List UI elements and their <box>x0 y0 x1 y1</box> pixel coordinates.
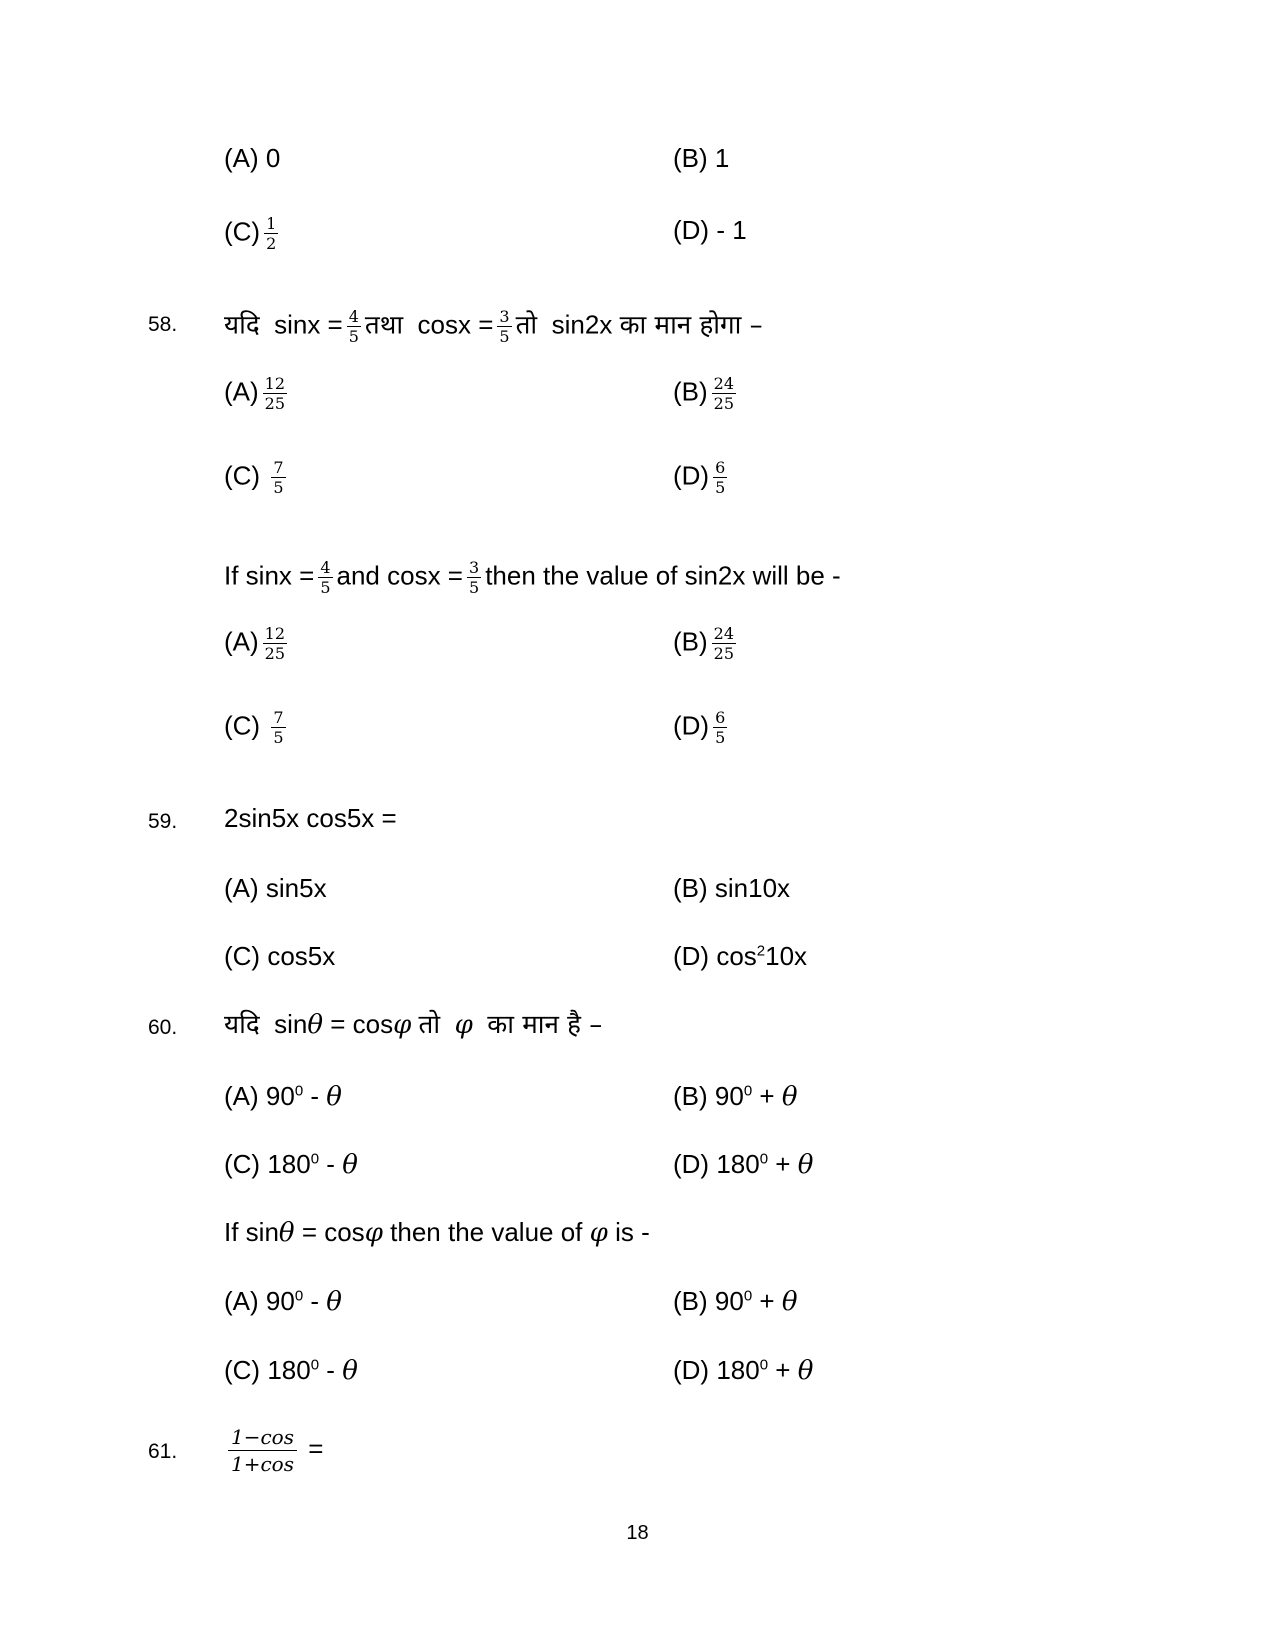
question-number-61: 61. <box>148 1440 178 1463</box>
q60-question-english: If sinθ = cosφ then the value of φ is - <box>224 1217 650 1248</box>
q58-hi-option-a: (A) $\frac{12}{25}$ <box>224 374 286 413</box>
q60-hi-option-a: (A) $90^0$ - θ <box>224 1081 342 1112</box>
q59-option-a: (A) sin5x <box>224 873 327 903</box>
q58-en-option-a: (A) $\frac{12}{25}$ <box>224 624 286 663</box>
q59-option-c: (C) cos5x <box>224 941 336 971</box>
q59-question: 2sin5x cos5x = <box>224 803 397 833</box>
q61-fraction: $\frac{1-\cos}{1+\cos}$ <box>228 1424 297 1477</box>
page-number: 18 <box>626 1522 649 1544</box>
q57-option-c: (C) $\frac{1}{2}$ <box>224 214 277 253</box>
q60-hi-option-b: (B) $90^0 + \theta$ <box>673 1081 798 1112</box>
q60-en-option-c: (C) $180^0$ - θ <box>224 1355 358 1386</box>
q57-option-a: (A) 0 <box>224 143 281 173</box>
q57-option-d: (D) - 1 <box>673 215 747 245</box>
q58-hi-option-d: (D) $\frac{6}{5}$ <box>673 458 726 497</box>
q60-hi-option-c: (C) $180^0$ - θ <box>224 1149 358 1180</box>
q59-option-b: (B) sin10x <box>673 873 791 903</box>
q60-hi-option-d: (D) $180^0 + \theta$ <box>673 1149 814 1180</box>
q59-option-d: (D) $\cos^210x$ <box>673 941 808 971</box>
q60-en-option-a: (A) $90^0$ - θ <box>224 1286 342 1317</box>
q58-question-english: If sinx = $\frac{4}{5}$ and cosx = $\frac{3}{5}$ then the value of sin2x will be - <box>224 558 841 597</box>
q57-option-b: (B) 1 <box>673 143 730 173</box>
q58-en-option-b: (B) $\frac{24}{25}$ <box>673 624 735 663</box>
q60-en-option-b: (B) $90^0 + \theta$ <box>673 1286 798 1317</box>
question-number-60: 60. <box>148 1016 178 1039</box>
q58-question-hindi: यदि sinx = $\frac{4}{5}$ तथा cosx = $\frac{3}{5}$ तो sin2x का मान होगा – <box>224 307 763 346</box>
q58-hi-option-c: (C) $\frac{7}{5}$ <box>224 458 284 497</box>
q58-hi-option-b: (B) $\frac{24}{25}$ <box>673 374 735 413</box>
question-number-59: 59. <box>148 810 178 833</box>
q58-en-option-d: (D) $\frac{6}{5}$ <box>673 708 726 747</box>
question-number-58: 58. <box>148 313 178 336</box>
q61-question: $\frac{1-\cos}{1+\cos}$ = <box>224 1424 323 1477</box>
fraction: $\frac{1}{2}$ <box>266 214 277 253</box>
q60-question-hindi: यदि sinθ = cosφ तो φ का मान है – <box>224 1009 603 1040</box>
q58-en-option-c: (C) $\frac{7}{5}$ <box>224 708 284 747</box>
q60-en-option-d: (D) $180^0 + \theta$ <box>673 1355 814 1386</box>
